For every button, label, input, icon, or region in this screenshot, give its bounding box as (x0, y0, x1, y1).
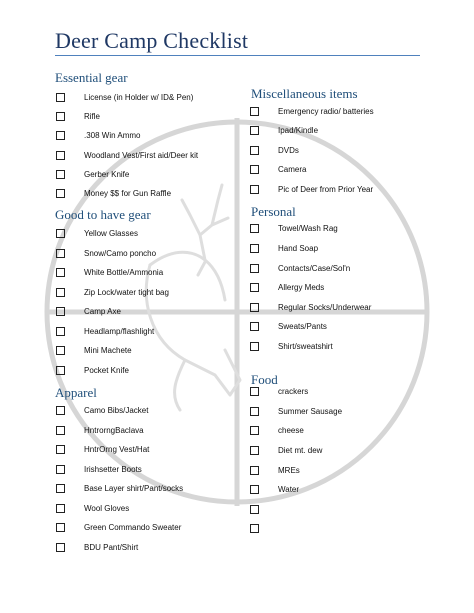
checklist-item (56, 441, 149, 457)
checklist-item (250, 103, 374, 119)
item-label: crackers (278, 386, 309, 396)
checkbox[interactable] (56, 112, 65, 121)
item-label: Headlamp/flashlight (84, 326, 155, 336)
checklist-item (56, 461, 142, 477)
checklist-item (250, 422, 304, 438)
checklist-item (56, 323, 154, 339)
item-label: License (in Holder w/ ID& Pen) (84, 92, 194, 102)
checklist-item (250, 462, 300, 478)
checklist-item (56, 147, 198, 163)
checkbox[interactable] (56, 151, 65, 160)
item-label: Ipad/Kindle (278, 125, 319, 135)
checkbox[interactable] (250, 185, 259, 194)
item-label: .308 Win Ammo (84, 130, 141, 140)
item-label: Camp Axe (84, 306, 121, 316)
item-label: Diet mt. dew (278, 445, 323, 455)
item-label: White Bottle/Ammonia (84, 267, 164, 277)
item-label: Allergy Meds (278, 282, 325, 292)
checklist-item (250, 260, 350, 276)
item-label: BDU Pant/Shirt (84, 542, 139, 552)
checklist-item (56, 342, 132, 358)
checkbox[interactable] (56, 249, 65, 258)
checkbox[interactable] (56, 426, 65, 435)
section-heading-apparel: Apparel (55, 385, 97, 400)
item-label: Wool Gloves (84, 503, 130, 513)
checkbox[interactable] (56, 465, 65, 474)
checklist-item (56, 500, 129, 516)
item-label: DVDs (278, 145, 299, 155)
checkbox[interactable] (56, 543, 65, 552)
item-label: HntrOrng Vest/Hat (84, 444, 150, 454)
checkbox[interactable] (250, 107, 259, 116)
section-heading-miscellaneous: Miscellaneous items (251, 86, 358, 101)
section-heading-good-to-have: Good to have gear (55, 207, 151, 222)
checklist-item (250, 403, 342, 419)
checkbox[interactable] (250, 342, 259, 351)
item-label: HntrorngBaclava (84, 425, 144, 435)
item-label: Water (278, 484, 300, 494)
section-heading-personal: Personal (251, 204, 296, 219)
item-label: Contacts/Case/Sol'n (278, 263, 351, 273)
checkbox[interactable] (250, 165, 259, 174)
checkbox[interactable] (250, 264, 259, 273)
item-label: Shirt/sweatshirt (278, 341, 333, 351)
checklist-item (250, 142, 299, 158)
checklist-item (56, 362, 129, 378)
checklist-item (250, 161, 306, 177)
item-label: Mini Machete (84, 345, 132, 355)
checkbox[interactable] (250, 303, 259, 312)
checklist-item (56, 166, 129, 182)
item-label: Camo Bibs/Jacket (84, 405, 149, 415)
checklist-item (250, 220, 338, 236)
item-label: MREs (278, 465, 300, 475)
checkbox[interactable] (56, 229, 65, 238)
item-label: Pocket Knife (84, 365, 129, 375)
checklist-item (56, 225, 138, 241)
checkbox[interactable] (56, 445, 65, 454)
checklist-item (56, 185, 171, 201)
checkbox[interactable] (56, 484, 65, 493)
checkbox[interactable] (56, 170, 65, 179)
checkbox[interactable] (250, 505, 259, 514)
item-label: Summer Sausage (278, 406, 343, 416)
item-label: Towel/Wash Rag (278, 223, 338, 233)
item-label: Yellow Glasses (84, 228, 138, 238)
checklist-item (56, 539, 138, 555)
checkbox[interactable] (56, 131, 65, 140)
checklist-item (56, 402, 148, 418)
checkbox[interactable] (250, 146, 259, 155)
section-heading-food: Food (251, 372, 278, 387)
checklist-item (56, 519, 181, 535)
checkbox[interactable] (250, 387, 259, 396)
checklist-item (250, 240, 318, 256)
section-heading-essential: Essential gear (55, 70, 128, 85)
checkbox[interactable] (250, 283, 259, 292)
checklist-item (56, 422, 144, 438)
checklist-item (250, 442, 322, 458)
checkbox[interactable] (56, 346, 65, 355)
title-divider (55, 55, 420, 56)
checklist-item (250, 481, 299, 497)
checkbox[interactable] (56, 268, 65, 277)
checklist-item (250, 299, 371, 315)
item-label: Hand Soap (278, 243, 319, 253)
checkbox[interactable] (56, 288, 65, 297)
item-label: Woodland Vest/First aid/Deer kit (84, 150, 199, 160)
item-label: Camera (278, 164, 307, 174)
item-label: Regular Socks/Underwear (278, 302, 372, 312)
checklist-item (56, 127, 140, 143)
checkbox[interactable] (250, 322, 259, 331)
item-label: Sweats/Pants (278, 321, 327, 331)
checklist-item (56, 480, 183, 496)
item-label: Emergency radio/ batteries (278, 106, 374, 116)
checkbox[interactable] (56, 523, 65, 532)
item-label: Snow/Camo poncho (84, 248, 157, 258)
item-label: Gerber Knife (84, 169, 130, 179)
checklist-item (56, 108, 100, 124)
checkbox[interactable] (56, 504, 65, 513)
checklist-item (250, 122, 318, 138)
checklist-item (250, 338, 333, 354)
checkbox[interactable] (56, 366, 65, 375)
item-label: Pic of Deer from Prior Year (278, 184, 374, 194)
checklist-item (250, 181, 373, 197)
checkbox[interactable] (250, 485, 259, 494)
checkbox[interactable] (250, 244, 259, 253)
checkbox[interactable] (56, 406, 65, 415)
page-title: Deer Camp Checklist (55, 28, 249, 53)
checklist-item (56, 303, 121, 319)
checklist-item (56, 89, 193, 105)
item-label: Green Commando Sweater (84, 522, 182, 532)
checkbox[interactable] (250, 524, 259, 533)
checkbox[interactable] (250, 407, 259, 416)
checkbox[interactable] (56, 93, 65, 102)
checklist-item (250, 279, 324, 295)
checklist-item (56, 245, 156, 261)
checklist-item (250, 318, 327, 334)
checkbox[interactable] (250, 224, 259, 233)
checkbox[interactable] (250, 426, 259, 435)
item-label: cheese (278, 425, 304, 435)
item-label: Rifle (84, 111, 101, 121)
checkbox[interactable] (250, 446, 259, 455)
item-label: Money $$ for Gun Raffle (84, 188, 172, 198)
checkbox[interactable] (250, 126, 259, 135)
item-label: Base Layer shirt/Pant/socks (84, 483, 184, 493)
checklist-item (250, 501, 278, 517)
checklist-item (250, 520, 278, 536)
checkbox[interactable] (250, 466, 259, 475)
checklist-item (56, 264, 163, 280)
checkbox[interactable] (56, 189, 65, 198)
item-label: Zip Lock/water tight bag (84, 287, 169, 297)
checklist-item (250, 383, 308, 399)
checkbox[interactable] (56, 327, 65, 336)
checklist-item (56, 284, 169, 300)
checkbox[interactable] (56, 307, 65, 316)
item-label: Irishsetter Boots (84, 464, 142, 474)
